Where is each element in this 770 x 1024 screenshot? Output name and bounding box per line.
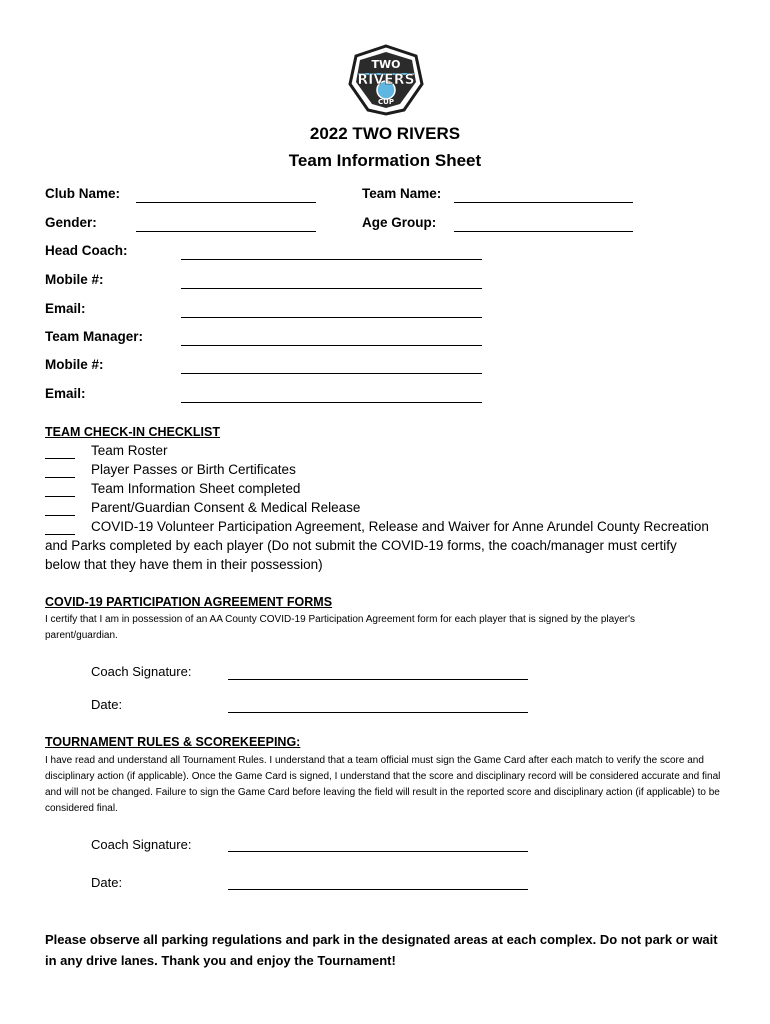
rules-date-field[interactable] — [228, 889, 528, 890]
rules-heading: TOURNAMENT RULES & SCOREKEEPING: — [45, 735, 301, 749]
covid-coach-signature-label: Coach Signature: — [91, 664, 192, 679]
covid-coach-signature-field[interactable] — [228, 679, 528, 680]
gender-label: Gender: — [45, 215, 97, 230]
checklist-blank-4[interactable] — [45, 515, 75, 516]
page-subtitle: Team Information Sheet — [288, 151, 482, 170]
checklist-blank-2[interactable] — [45, 477, 75, 478]
covid-date-field[interactable] — [228, 712, 528, 713]
coach-mobile-label: Mobile #: — [45, 272, 104, 287]
coach-email-field[interactable] — [181, 317, 482, 318]
checklist-item: COVID-19 Volunteer Participation Agreement, Release and Waiver for Anne Arundel County Recreation — [91, 519, 709, 534]
checklist-item: Team Information Sheet completed — [91, 481, 301, 496]
checklist-item: Team Roster — [91, 443, 168, 458]
team-name-field[interactable] — [454, 202, 633, 203]
two-rivers-cup-logo — [346, 44, 426, 116]
parking-notice: Please observe all parking regulations and park in the designated areas at each complex. Do not park or wait in any drive lanes. Thank you and enjoy the Tournament! — [45, 932, 718, 968]
checklist-heading: TEAM CHECK-IN CHECKLIST — [45, 425, 220, 439]
manager-mobile-label: Mobile #: — [45, 357, 104, 372]
rules-text: I have read and understand all Tournament Rules. I understand that a team official must sign the Game Card after each match to verify the score and disciplinary action (if applicable). Once the Game Card is signed, I understand that the score and disciplinary record will be considered accurate and final and will not be changed. Failure to sign the Game Card before leaving the field will result in the reported score and disciplinary action (if applicable) to be considered final. — [45, 755, 721, 814]
age-group-field[interactable] — [454, 231, 633, 232]
team-manager-label: Team Manager: — [45, 329, 144, 344]
checklist-item: Parent/Guardian Consent & Medical Release — [91, 500, 361, 515]
age-group-label: Age Group: — [362, 215, 437, 230]
rules-date-label: Date: — [91, 875, 123, 890]
head-coach-field[interactable] — [181, 259, 482, 260]
checklist-blank-1[interactable] — [45, 458, 75, 459]
rules-coach-signature-field[interactable] — [228, 851, 528, 852]
club-name-label: Club Name: — [45, 186, 121, 201]
covid-date-label: Date: — [91, 697, 123, 712]
manager-mobile-field[interactable] — [181, 373, 482, 374]
rules-coach-signature-label: Coach Signature: — [91, 837, 192, 852]
head-coach-label: Head Coach: — [45, 243, 128, 258]
gender-field[interactable] — [136, 231, 316, 232]
coach-mobile-field[interactable] — [181, 288, 482, 289]
checklist-item-continuation: and Parks completed by each player (Do not submit the COVID-19 forms, the coach/manager must certify — [45, 538, 677, 553]
logo-shield-icon — [346, 44, 426, 116]
page-title: 2022 TWO RIVERS — [309, 124, 461, 143]
checklist-blank-3[interactable] — [45, 496, 75, 497]
manager-email-field[interactable] — [181, 402, 482, 403]
checklist-item-continuation: below that they have them in their possession) — [45, 557, 323, 572]
coach-email-label: Email: — [45, 301, 86, 316]
manager-email-label: Email: — [45, 386, 86, 401]
logo-text-cup: CUP — [378, 98, 394, 106]
covid-heading: COVID-19 PARTICIPATION AGREEMENT FORMS — [45, 595, 333, 609]
team-name-label: Team Name: — [362, 186, 442, 201]
checklist-item: Player Passes or Birth Certificates — [91, 462, 296, 477]
club-name-field[interactable] — [136, 202, 316, 203]
logo-text-two: TWO — [371, 58, 401, 71]
covid-certification-text: I certify that I am in possession of an AA County COVID-19 Participation Agreement form for each player that is signed by the player's parent/guardian. — [45, 614, 635, 641]
team-manager-field[interactable] — [181, 345, 482, 346]
checklist-blank-5[interactable] — [45, 534, 75, 535]
logo-text-rivers: RIVERS — [357, 72, 415, 88]
